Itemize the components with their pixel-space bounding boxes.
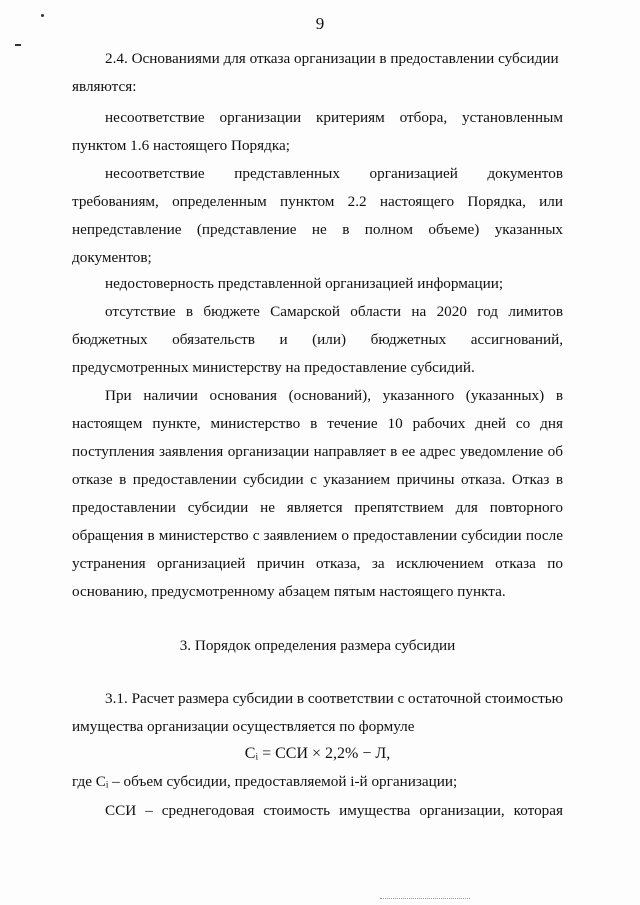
paragraph-line: основанию, предусмотренному абзацем пятым настоящего пункта. <box>72 583 506 600</box>
paragraph-line: обращения в министерство с заявлением о предоставлении субсидии после <box>72 527 563 544</box>
scan-mark <box>15 44 21 46</box>
paragraph-line: устранения организацией причин отказа, за исключением отказа по <box>72 555 563 572</box>
paragraph-line: При наличии основания (оснований), указанного (указанных) в <box>105 387 563 404</box>
paragraph-line: документов; <box>72 249 152 266</box>
paragraph-line: настоящем пункте, министерство в течение 10 рабочих дней со дня <box>72 415 563 432</box>
paragraph-line: несоответствие представленных организацией документов <box>105 165 563 182</box>
paragraph-line: предусмотренных министерству на предоставление субсидий. <box>72 359 475 376</box>
paragraph-line: недостоверность представленной организацией информации; <box>105 275 504 292</box>
formula: Cᵢ = ССИ × 2,2% − Л, <box>244 745 391 762</box>
paragraph-line: непредставление (представление не в полном объеме) указанных <box>72 221 563 238</box>
paragraph-line: бюджетных обязательств и (или) бюджетных ассигнований, <box>72 331 563 348</box>
paragraph-line: требованиям, определенным пунктом 2.2 настоящего Порядка, или <box>72 193 563 210</box>
paragraph-line: 3.1. Расчет размера субсидии в соответствии с остаточной стоимостью <box>105 690 563 707</box>
footer-dots <box>380 898 470 899</box>
paragraph-line: пунктом 1.6 настоящего Порядка; <box>72 137 290 154</box>
paragraph-line: являются: <box>72 78 137 95</box>
paragraph-line: 2.4. Основаниями для отказа организации в предоставлении субсидии <box>105 50 559 67</box>
paragraph-line: где Cᵢ – объем субсидии, предоставляемой i-й организации; <box>72 773 458 790</box>
page-number: 9 <box>315 14 325 33</box>
paragraph-line: отсутствие в бюджете Самарской области на 2020 год лимитов <box>105 303 563 320</box>
paragraph-line: имущества организации осуществляется по формуле <box>72 718 415 735</box>
paragraph-line: предоставлении субсидии не является препятствием для повторного <box>72 499 563 516</box>
paragraph-line: поступления заявления организации направляет в ее адрес уведомление об <box>72 443 563 460</box>
paragraph-line: ССИ – среднегодовая стоимость имущества организации, которая <box>105 802 563 819</box>
paragraph-line: несоответствие организации критериям отбора, установленным <box>105 109 563 126</box>
section-heading: 3. Порядок определения размера субсидии <box>179 637 456 654</box>
paragraph-line: отказе в предоставлении субсидии с указанием причины отказа. Отказ в <box>72 471 563 488</box>
